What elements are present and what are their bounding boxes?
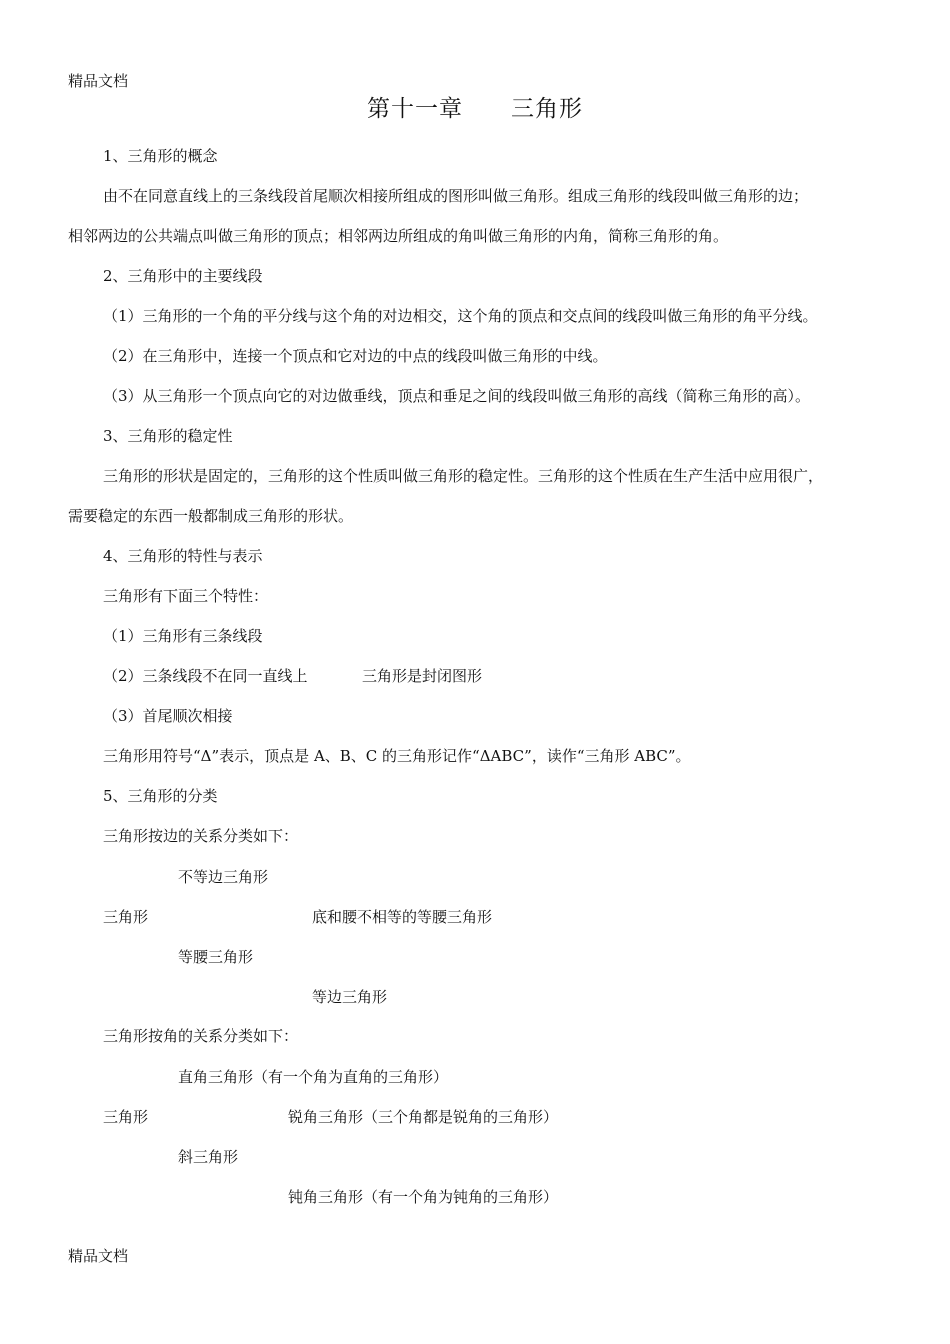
- section-2-heading: 2、三角形中的主要线段: [103, 267, 263, 285]
- section-3-paragraph-line-2: 需要稳定的东西一般都制成三角形的形状。: [68, 507, 354, 525]
- chapter-title: 第十一章 三角形: [367, 96, 583, 122]
- section-4-notation: 三角形用符号“Δ”表示，顶点是 A、B、C 的三角形记作“ΔABC”，读作“三角形 ABC”。: [103, 747, 691, 765]
- section-5-heading: 5、三角形的分类: [103, 787, 218, 805]
- side-class-root: 三角形: [103, 908, 149, 926]
- side-class-isosceles-non-equilateral: 底和腰不相等的等腰三角形: [312, 908, 493, 926]
- angle-class-oblique: 斜三角形: [178, 1148, 239, 1166]
- section-4-item-1: （1）三角形有三条线段: [103, 627, 263, 645]
- page-header: 精品文档: [68, 72, 129, 90]
- section-3-paragraph-line-1: 三角形的形状是固定的，三角形的这个性质叫做三角形的稳定性。三角形的这个性质在生产生活中应用很广，: [103, 467, 824, 485]
- angle-class-acute: 锐角三角形（三个角都是锐角的三角形）: [288, 1108, 559, 1126]
- side-class-isosceles: 等腰三角形: [178, 948, 254, 966]
- section-4-item-2b: 三角形是封闭图形: [362, 667, 483, 685]
- section-1-paragraph-line-1: 由不在同意直线上的三条线段首尾顺次相接所组成的图形叫做三角形。组成三角形的线段叫做三角形的边；: [103, 187, 809, 205]
- angle-class-root: 三角形: [103, 1108, 149, 1126]
- section-4-intro: 三角形有下面三个特性：: [103, 587, 269, 605]
- side-class-scalene: 不等边三角形: [178, 868, 269, 886]
- section-2-item-2: （2）在三角形中，连接一个顶点和它对边的中点的线段叫做三角形的中线。: [103, 347, 608, 365]
- section-2-item-3: （3）从三角形一个顶点向它的对边做垂线，顶点和垂足之间的线段叫做三角形的高线（简称三角形的高）。: [103, 387, 811, 405]
- section-1-paragraph-line-2: 相邻两边的公共端点叫做三角形的顶点；相邻两边所组成的角叫做三角形的内角，简称三角形的角。: [68, 227, 729, 245]
- side-class-equilateral: 等边三角形: [312, 988, 388, 1006]
- angle-classification-intro: 三角形按角的关系分类如下：: [103, 1027, 299, 1045]
- angle-class-right: 直角三角形（有一个角为直角的三角形）: [178, 1068, 449, 1086]
- section-2-item-1: （1）三角形的一个角的平分线与这个角的对边相交，这个角的顶点和交点间的线段叫做三角形的角平分线。: [103, 307, 818, 325]
- section-1-heading: 1、三角形的概念: [103, 147, 218, 165]
- section-4-item-3: （3）首尾顺次相接: [103, 707, 233, 725]
- section-4-heading: 4、三角形的特性与表示: [103, 547, 263, 565]
- section-3-heading: 3、三角形的稳定性: [103, 427, 233, 445]
- page-footer: 精品文档: [68, 1247, 129, 1265]
- angle-class-obtuse: 钝角三角形（有一个角为钝角的三角形）: [288, 1188, 559, 1206]
- section-4-item-2a: （2）三条线段不在同一直线上: [103, 667, 308, 685]
- side-classification-intro: 三角形按边的关系分类如下：: [103, 827, 299, 845]
